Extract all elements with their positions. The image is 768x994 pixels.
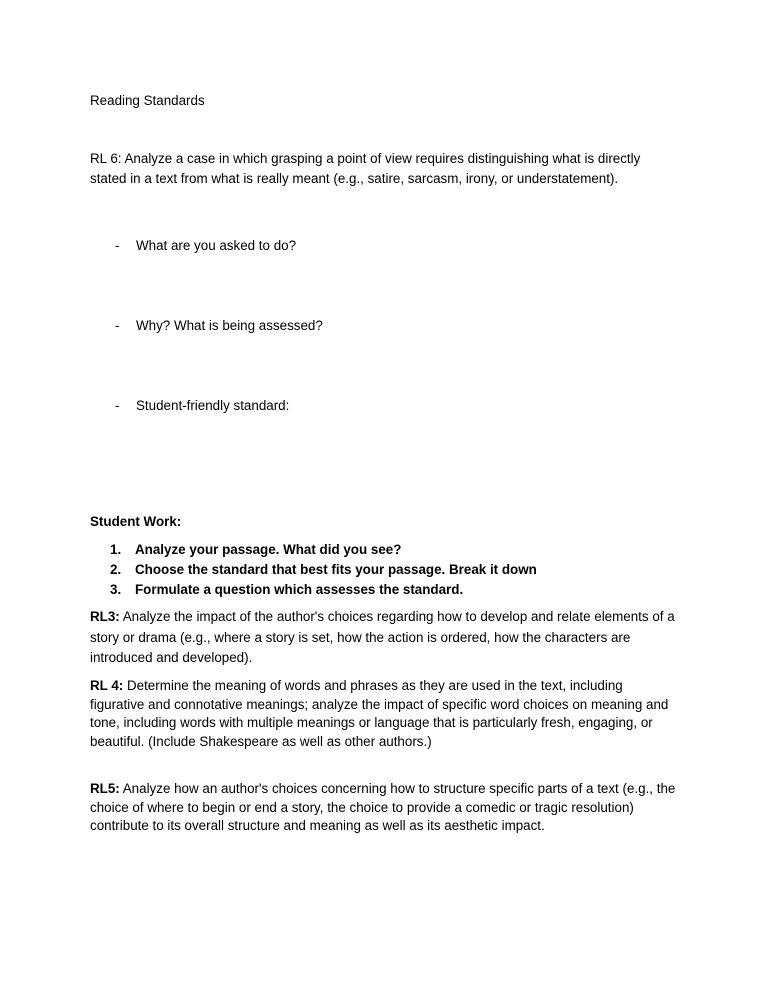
dash-bullet: - <box>115 398 120 413</box>
dash-bullet: - <box>115 318 120 333</box>
question-text: Why? What is being assessed? <box>136 318 323 333</box>
step-text: Formulate a question which assesses the standard. <box>135 582 464 597</box>
document-title: Reading Standards <box>90 93 205 108</box>
standard-rl3-label: RL3: <box>90 609 120 624</box>
list-item <box>110 560 537 580</box>
step-text: Analyze your passage. What did you see? <box>135 542 402 557</box>
list-item <box>110 540 537 560</box>
step-number: 2. <box>110 562 122 577</box>
step-number: 1. <box>110 542 122 557</box>
standard-rl4 <box>90 677 680 751</box>
question-text: What are you asked to do? <box>136 238 297 253</box>
standard-rl6 <box>90 149 680 189</box>
standard-rl4-text: Determine the meaning of words and phrases as they are used in the text, including figurative and connotative meanings; analyze the impact of specific word choices on meaning and tone, including words with multiple meanings or language that is particularly fresh, engaging, or beautiful. (Include Shakespeare as well as other authors.) <box>90 678 669 749</box>
standard-rl3-text: Analyze the impact of the author's choices regarding how to develop and relate elements of a story or drama (e.g., where a story is set, how the action is ordered, how the characters are introduced and developed). <box>90 609 675 665</box>
student-work-heading: Student Work: <box>90 514 182 529</box>
question-item <box>115 396 615 416</box>
dash-bullet: - <box>115 238 120 253</box>
student-work-steps <box>110 540 537 600</box>
list-item <box>110 580 537 600</box>
standard-rl5-label: RL5: <box>90 781 120 796</box>
standard-rl5-text: Analyze how an author's choices concerning how to structure specific parts of a text (e.g., the choice of where to begin or end a story, the choice to provide a comedic or tragic resolution) contribute to its overall structure and meaning as well as its aesthetic impact. <box>90 781 676 834</box>
question-text: Student-friendly standard: <box>136 398 290 413</box>
standard-rl3 <box>90 607 680 669</box>
standard-rl4-label: RL 4: <box>90 678 124 693</box>
question-item <box>115 236 615 256</box>
question-item <box>115 316 615 336</box>
step-text: Choose the standard that best fits your passage. Break it down <box>135 562 537 577</box>
standard-rl5 <box>90 780 680 836</box>
standard-rl6-label: RL 6 <box>90 151 118 166</box>
step-number: 3. <box>110 582 122 597</box>
standard-rl6-text: : Analyze a case in which grasping a point of view requires distinguishing what is directly stated in a text from what is really meant (e.g., satire, sarcasm, irony, or understatement). <box>90 151 641 186</box>
